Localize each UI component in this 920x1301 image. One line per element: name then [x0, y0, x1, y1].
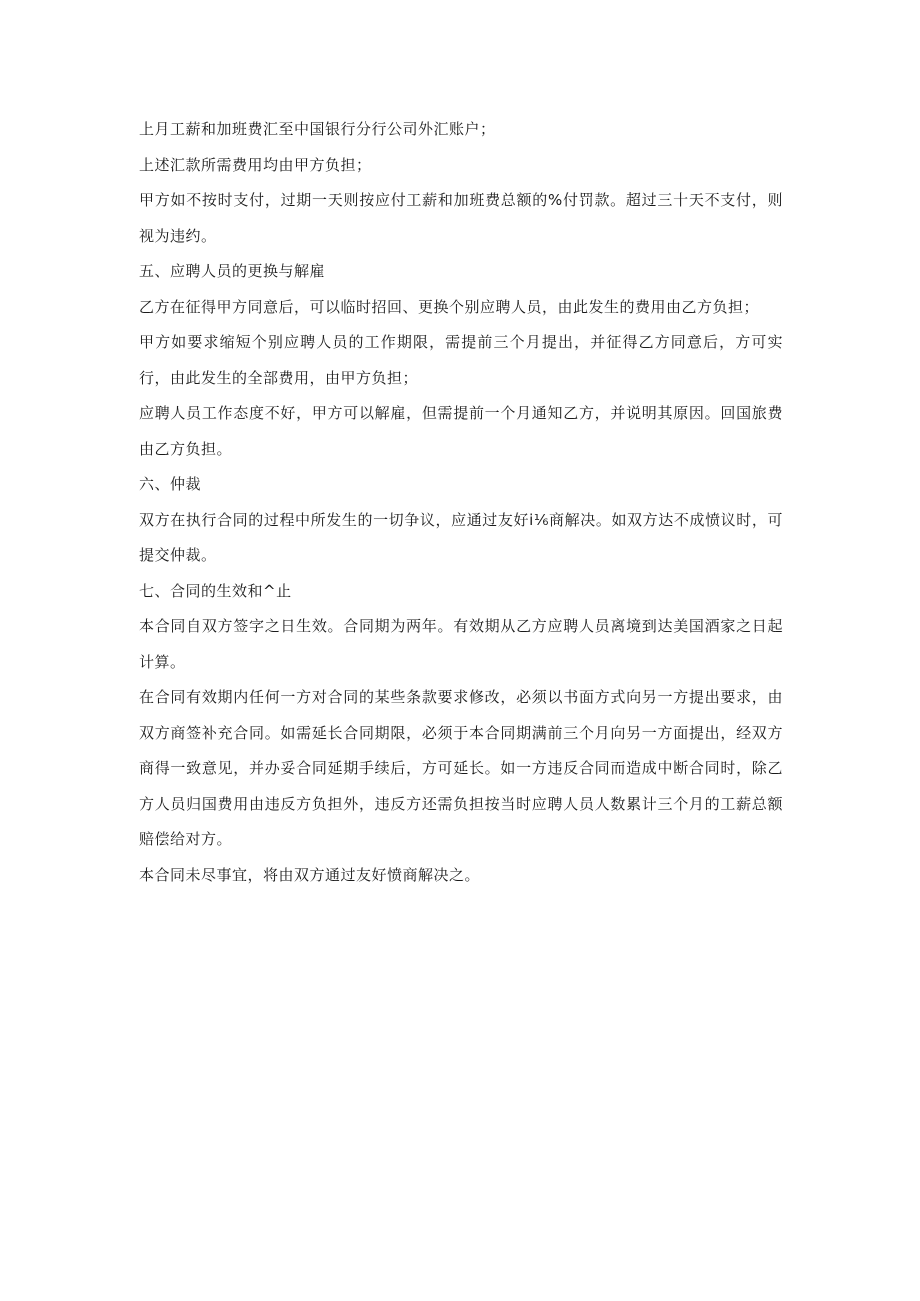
- paragraph: 本合同未尽事宜，将由双方通过友好愤商解决之。: [139, 865, 481, 884]
- paragraph: 应聘人员工作态度不好，甲方可以解雇，但需提前一个月通知乙方，并说明其原因。回国旅费由乙方负担。: [139, 404, 783, 458]
- paragraph: 乙方在征得甲方同意后，可以临时招回、更换个别应聘人员，由此发生的费用由乙方负担；: [139, 297, 760, 316]
- paragraph: 甲方如不按时支付，过期一天则按应付工薪和加班费总额的%付罚款。超过三十天不支付，则视为违约。: [139, 191, 783, 245]
- document-body: [139, 112, 783, 893]
- paragraph: 上月工薪和加班费汇至中国银行分行公司外汇账户；: [139, 120, 496, 138]
- paragraph: 本合同自双方签字之日生效。合同期为两年。有效期从乙方应聘人员离境到达美国酒家之日起计算。: [139, 617, 783, 671]
- paragraph: 甲方如要求缩短个别应聘人员的工作期限，需提前三个月提出，并征得乙方同意后，方可实行，由此发生的全部费用，由甲方负担；: [139, 333, 783, 387]
- paragraph: 双方在执行合同的过程中所发生的一切争议，应通过友好i⅙商解决。如双方达不成愤议时，可提交仲裁。: [139, 510, 783, 564]
- paragraph: 上述汇款所需费用均由甲方负担；: [139, 155, 372, 174]
- section-heading: 六、仲裁: [139, 475, 202, 493]
- section-heading: 七、合同的生效和^止: [139, 581, 292, 600]
- section-heading: 五、应聘人员的更换与解雇: [139, 262, 326, 280]
- paragraph: 在合同有效期内任何一方对合同的某些条款要求修改，必须以书面方式向另一方提出要求，由双方商签补充合同。如需延长合同期限，必须于本合同期满前三个月向另一方面提出，经双方商得一致意见，并办妥合同延期手续后，方可延长。如一方违反合同而造成中断合同时，除乙方人员归国费用由违反方负担外，违反方还需负担按当时应聘人员人数累计三个月的工薪总额赔偿给对方。: [139, 688, 783, 848]
